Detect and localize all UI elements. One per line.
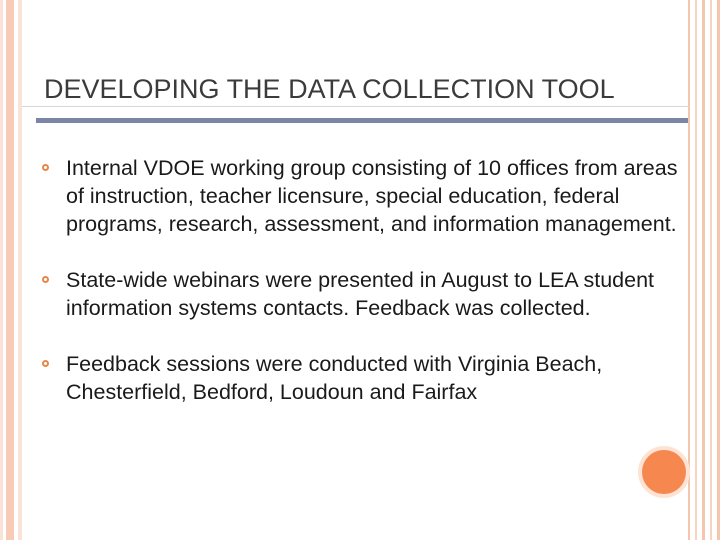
bullet-circle-icon (42, 164, 49, 171)
bullet-circle-icon (42, 276, 49, 283)
left-border-stripes (0, 0, 22, 540)
title-thin-divider (22, 106, 690, 107)
bullet-item (40, 350, 680, 406)
bullet-text: State-wide webinars were presented in August to LEA student information systems contacts. Feedback was collected. (66, 268, 655, 320)
bullet-text: Feedback sessions were conducted with Virginia Beach, Chesterfield, Bedford, Loudoun and Fairfax (66, 352, 603, 404)
bullet-text: Internal VDOE working group consisting of 10 offices from areas of instruction, teacher licensure, special education, federal programs, research, assessment, and information management. (66, 156, 678, 236)
decorative-orange-circle (642, 450, 686, 494)
slide-title: DEVELOPING THE DATA COLLECTION TOOL (44, 74, 615, 104)
right-border-stripes (688, 0, 720, 540)
bullet-list (40, 154, 680, 434)
bullet-circle-icon (42, 360, 49, 367)
bullet-item (40, 154, 680, 238)
title-underline-bar (36, 118, 688, 123)
bullet-item (40, 266, 680, 322)
